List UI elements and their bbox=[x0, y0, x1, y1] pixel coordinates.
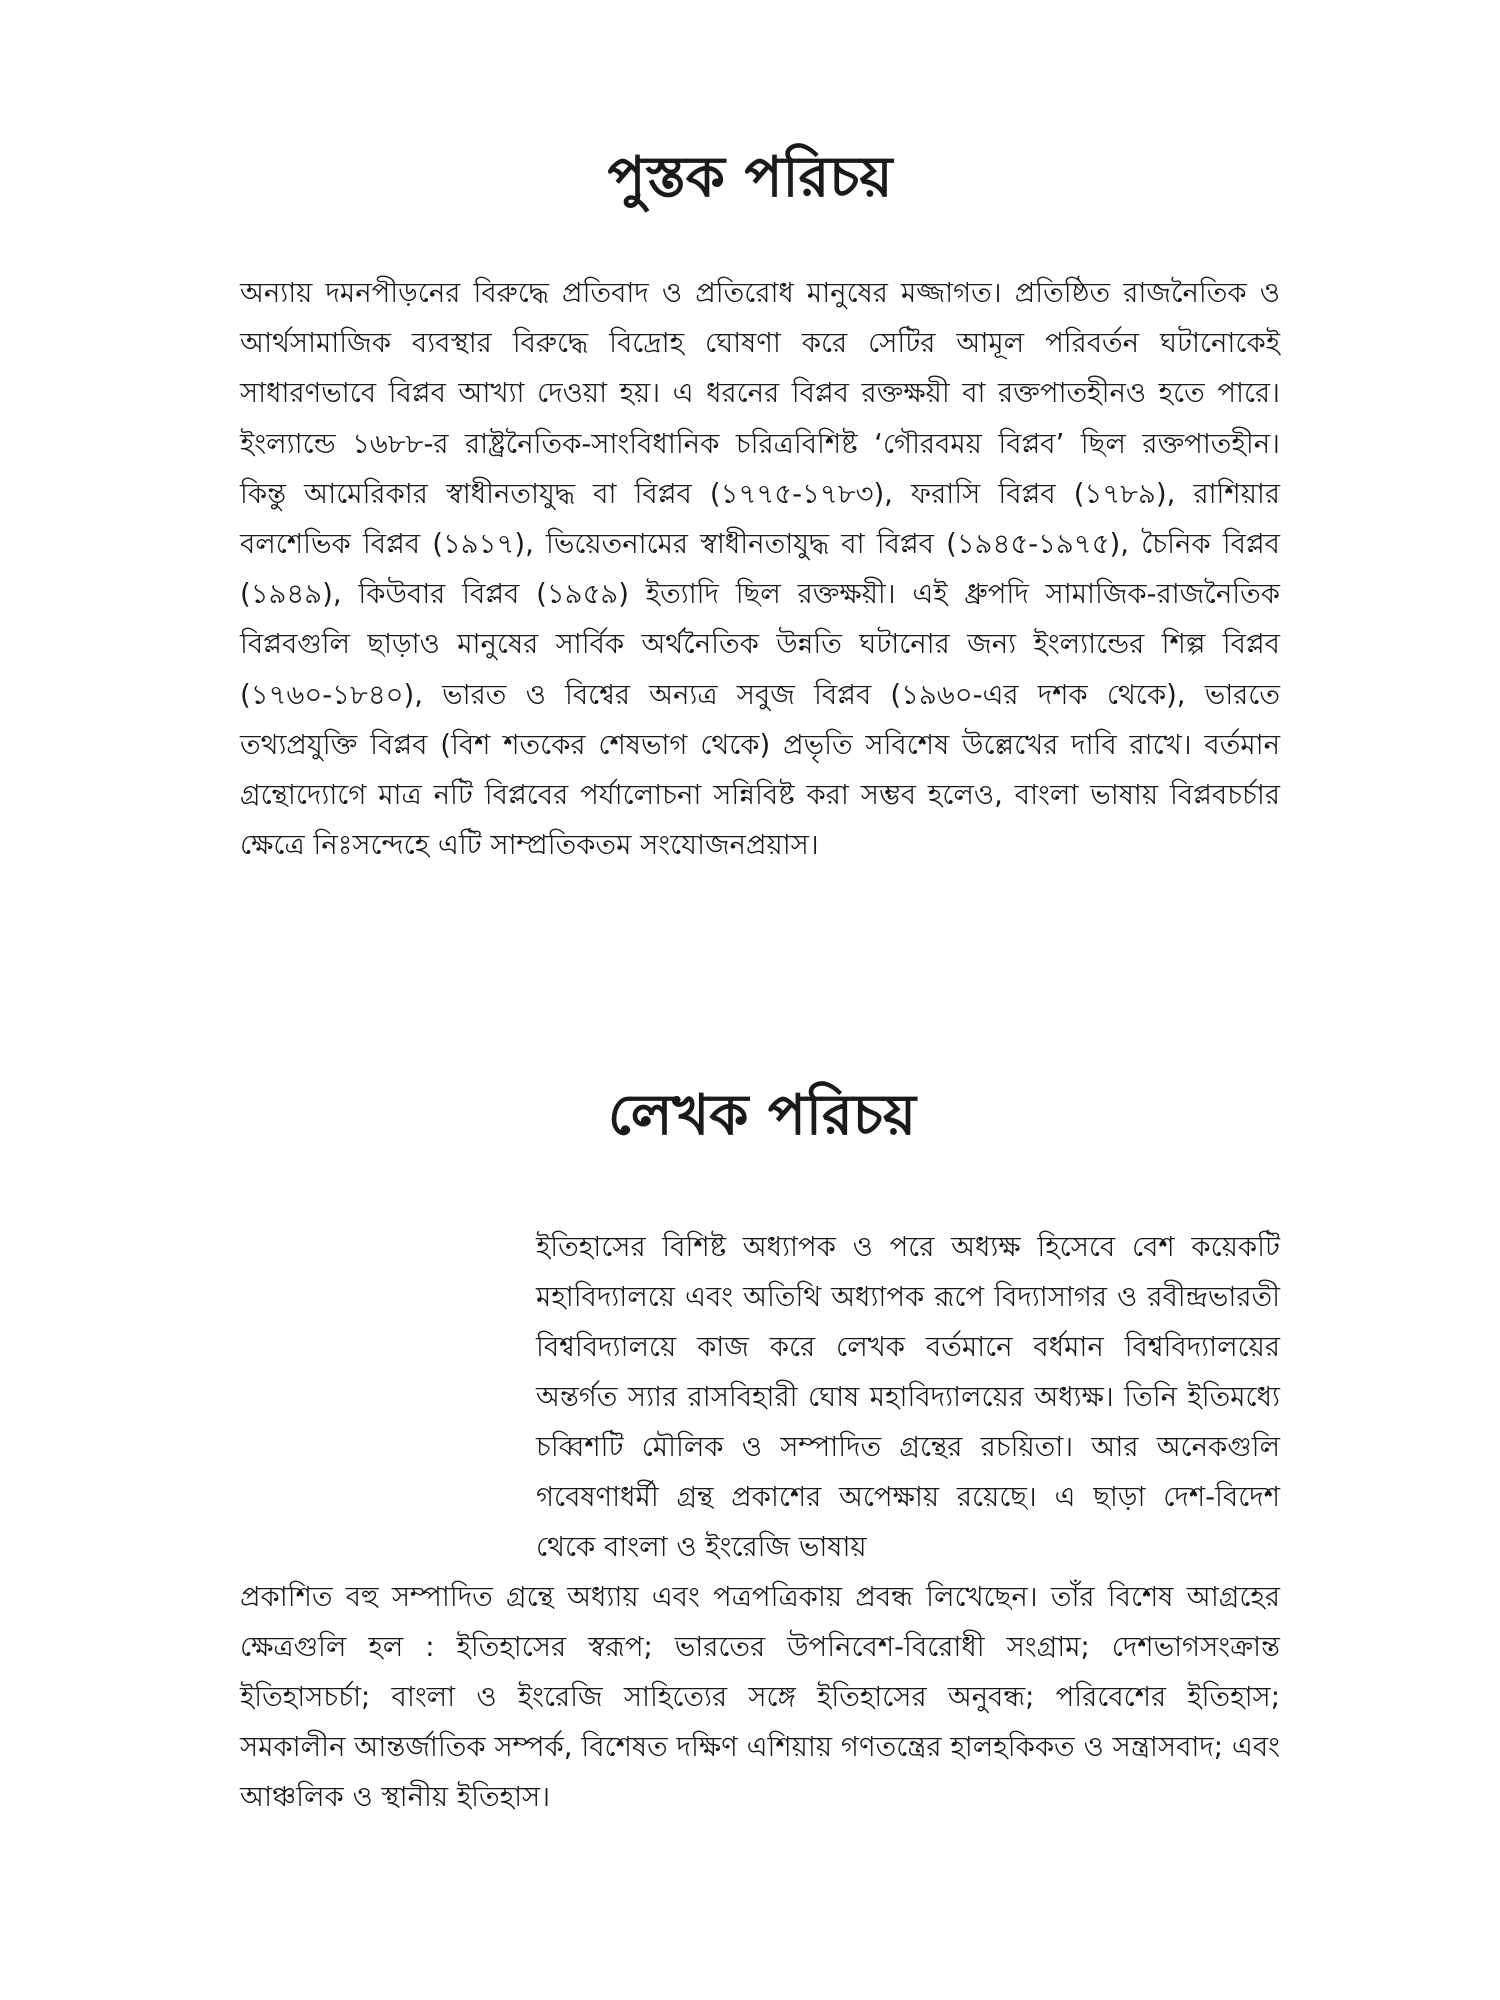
author-intro-paragraph-indented: ইতিহাসের বিশিষ্ট অধ্যাপক ও পরে অধ্যক্ষ হিসেবে বেশ কয়েকটি মহাবিদ্যালয়ে এবং অতিথি অধ্যাপক রূপে বিদ্যাসাগর ও রবীন্দ্রভারতী বিশ্ববিদ্যালয়ে কাজ করে লেখক বর্তমানে বর্ধমান বিশ্ববিদ্যালয়ের অন্তর্গত স্যার রাসবিহারী ঘোষ মহাবিদ্যালয়ের অধ্যক্ষ। তিনি ইতিমধ্যে চব্বিশটি মৌলিক ও সম্পাদিত গ্রন্থের রচয়িতা। আর অনেকগুলি গবেষণাধর্মী গ্রন্থ প্রকাশের অপেক্ষায় রয়েছে। এ ছাড়া দেশ-বিদেশ থেকে বাংলা ও ইংরেজি ভাষায় bbox=[536, 1231, 1280, 1563]
author-intro-paragraph-full-width: প্রকাশিত বহু সম্পাদিত গ্রন্থে অধ্যায় এবং পত্রপত্রিকায় প্রবন্ধ লিখেছেন। তাঁর বিশেষ আগ্রহের ক্ষেত্রগুলি হল : ইতিহাসের স্বরূপ; ভারতের উপনিবেশ-বিরোধী সংগ্রাম; দেশভাগসংক্রান্ত ইতিহাসচর্চা; বাংলা ও ইংরেজি সাহিত্যের সঙ্গে ইতিহাসের অনুবন্ধ; পরিবেশের ইতিহাস; সমকালীন আন্তর্জাতিক সম্পর্ক, বিশেষত দক্ষিণ এশিয়ায় গণতন্ত্রের হালহকিকত ও সন্ত্রাসবাদ; এবং আঞ্চলিক ও স্থানীয় ইতিহাস। bbox=[240, 1581, 1280, 1813]
author-intro-heading: লেখক পরিচয় bbox=[608, 1083, 916, 1148]
book-intro-heading: পুস্তক পরিচয় bbox=[607, 145, 893, 210]
book-intro-paragraph: অন্যায় দমনপীড়নের বিরুদ্ধে প্রতিবাদ ও প্রতিরোধ মানুষের মজ্জাগত। প্রতিষ্ঠিত রাজনৈতিক ও আর্থসামাজিক ব্যবস্থার বিরুদ্ধে বিদ্রোহ ঘোষণা করে সেটির আমূল পরিবর্তন ঘটানোকেই সাধারণভাবে বিপ্লব আখ্যা দেওয়া হয়। এ ধরনের বিপ্লব রক্তক্ষয়ী বা রক্তপাতহীনও হতে পারে। ইংল্যান্ডে ১৬৮৮-র রাষ্ট্রনৈতিক-সাংবিধানিক চরিত্রবিশিষ্ট ‘গৌরবময় বিপ্লব’ ছিল রক্তপাতহীন। কিন্তু আমেরিকার স্বাধীনতাযুদ্ধ বা বিপ্লব (১৭৭৫-১৭৮৩), ফরাসি বিপ্লব (১৭৮৯), রাশিয়ার বলশেভিক বিপ্লব (১৯১৭), ভিয়েতনামের স্বাধীনতাযুদ্ধ বা বিপ্লব (১৯৪৫-১৯৭৫), চৈনিক বিপ্লব (১৯৪৯), কিউবার বিপ্লব (১৯৫৯) ইত্যাদি ছিল রক্তক্ষয়ী। এই ধ্রুপদি সামাজিক-রাজনৈতিক বিপ্লবগুলি ছাড়াও মানুষের সার্বিক অর্থনৈতিক উন্নতি ঘটানোর জন্য ইংল্যান্ডের শিল্প বিপ্লব (১৭৬০-১৮৪০), ভারত ও বিশ্বের অন্যত্র সবুজ বিপ্লব (১৯৬০-এর দশক থেকে), ভারতে তথ্যপ্রযুক্তি বিপ্লব (বিশ শতকের শেষভাগ থেকে) প্রভৃতি সবিশেষ উল্লেখের দাবি রাখে। বর্তমান গ্রন্থোদ্যোগে মাত্র নটি বিপ্লবের পর্যালোচনা সন্নিবিষ্ট করা সম্ভব হলেও, বাংলা ভাষায় বিপ্লবচর্চার ক্ষেত্রে নিঃসন্দেহে এটি সাম্প্রতিকতম সংযোজনপ্রয়াস। bbox=[240, 277, 1280, 862]
